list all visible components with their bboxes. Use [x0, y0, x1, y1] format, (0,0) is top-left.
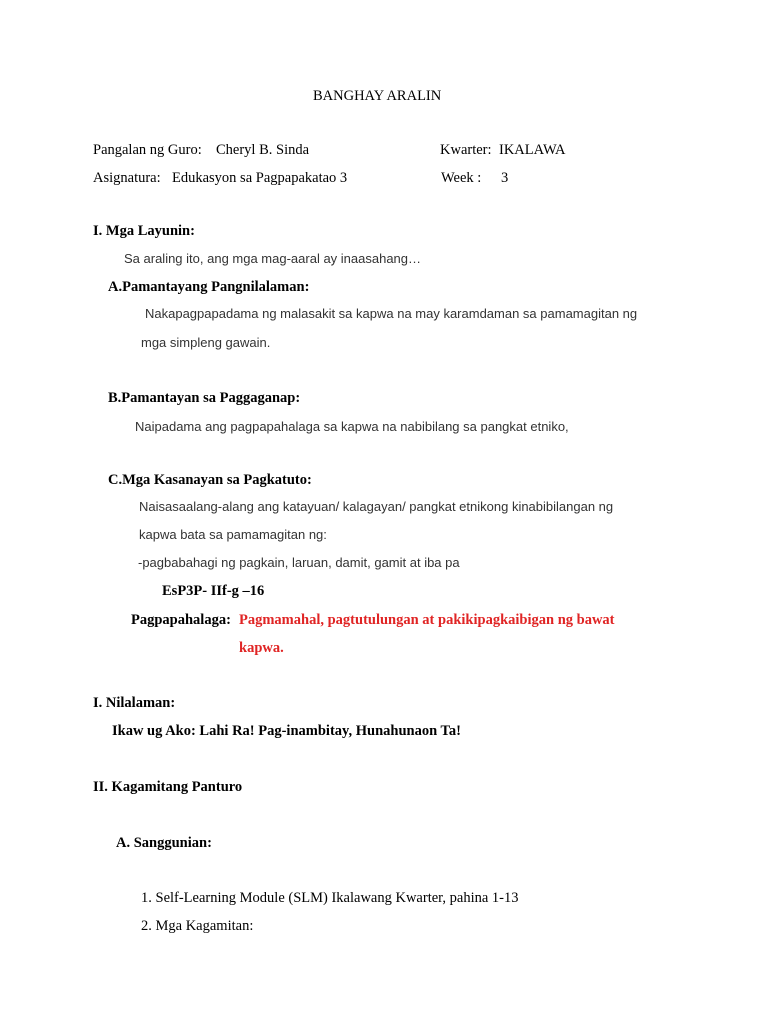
performance-standard-heading: B.Pamantayan sa Paggaganap: [108, 390, 301, 406]
content-heading: I. Nilalaman: [93, 695, 176, 711]
document-title: BANGHAY ARALIN [313, 88, 442, 104]
values-label: Pagpapahalaga: [131, 612, 231, 628]
competencies-line-2: kapwa bata sa pamamagitan ng: [139, 527, 327, 542]
reference-item-1: 1. Self-Learning Module (SLM) Ikalawang Kwarter, pahina 1-13 [141, 890, 519, 906]
materials-heading: II. Kagamitang Panturo [93, 779, 243, 795]
objectives-heading: I. Mga Layunin: [93, 223, 195, 239]
content-standard-heading: A.Pamantayang Pangnilalaman: [108, 279, 310, 295]
content-topic: Ikaw ug Ako: Lahi Ra! Pag-inambitay, Hunahunaon Ta! [112, 723, 461, 739]
teacher-name: Cheryl B. Sinda [216, 142, 310, 158]
content-standard-line-2: mga simpleng gawain. [141, 335, 271, 350]
quarter-label: Kwarter: [440, 142, 492, 158]
content-standard-line-1: Nakapagpapadama ng malasakit sa kapwa na may karamdaman sa pamamagitan ng [145, 306, 638, 321]
performance-standard-text: Naipadama ang pagpapahalaga sa kapwa na nabibilang sa pangkat etniko, [135, 419, 569, 434]
week-value: 3 [501, 170, 509, 186]
references-heading: A. Sanggunian: [116, 835, 212, 851]
subject-value: Edukasyon sa Pagpapakatao 3 [172, 170, 348, 186]
week-label: Week : [441, 170, 482, 186]
competencies-line-1: Naisasaalang-alang ang katayuan/ kalagayan/ pangkat etnikong kinabibilangan ng [139, 499, 614, 514]
subject-label: Asignatura: [93, 170, 161, 186]
values-line-2: kapwa. [239, 640, 284, 656]
quarter-value: IKALAWA [499, 142, 566, 158]
reference-item-2: 2. Mga Kagamitan: [141, 918, 254, 934]
competency-code: EsP3P- IIf-g –16 [162, 583, 265, 599]
competencies-heading: C.Mga Kasanayan sa Pagkatuto: [108, 472, 312, 488]
teacher-label: Pangalan ng Guro: [93, 142, 202, 158]
competencies-line-3: -pagbabahagi ng pagkain, laruan, damit, gamit at iba pa [138, 555, 460, 570]
values-line-1: Pagmamahal, pagtutulungan at pakikipagkaibigan ng bawat [239, 612, 615, 628]
objectives-intro: Sa araling ito, ang mga mag-aaral ay inaasahang… [124, 251, 422, 266]
